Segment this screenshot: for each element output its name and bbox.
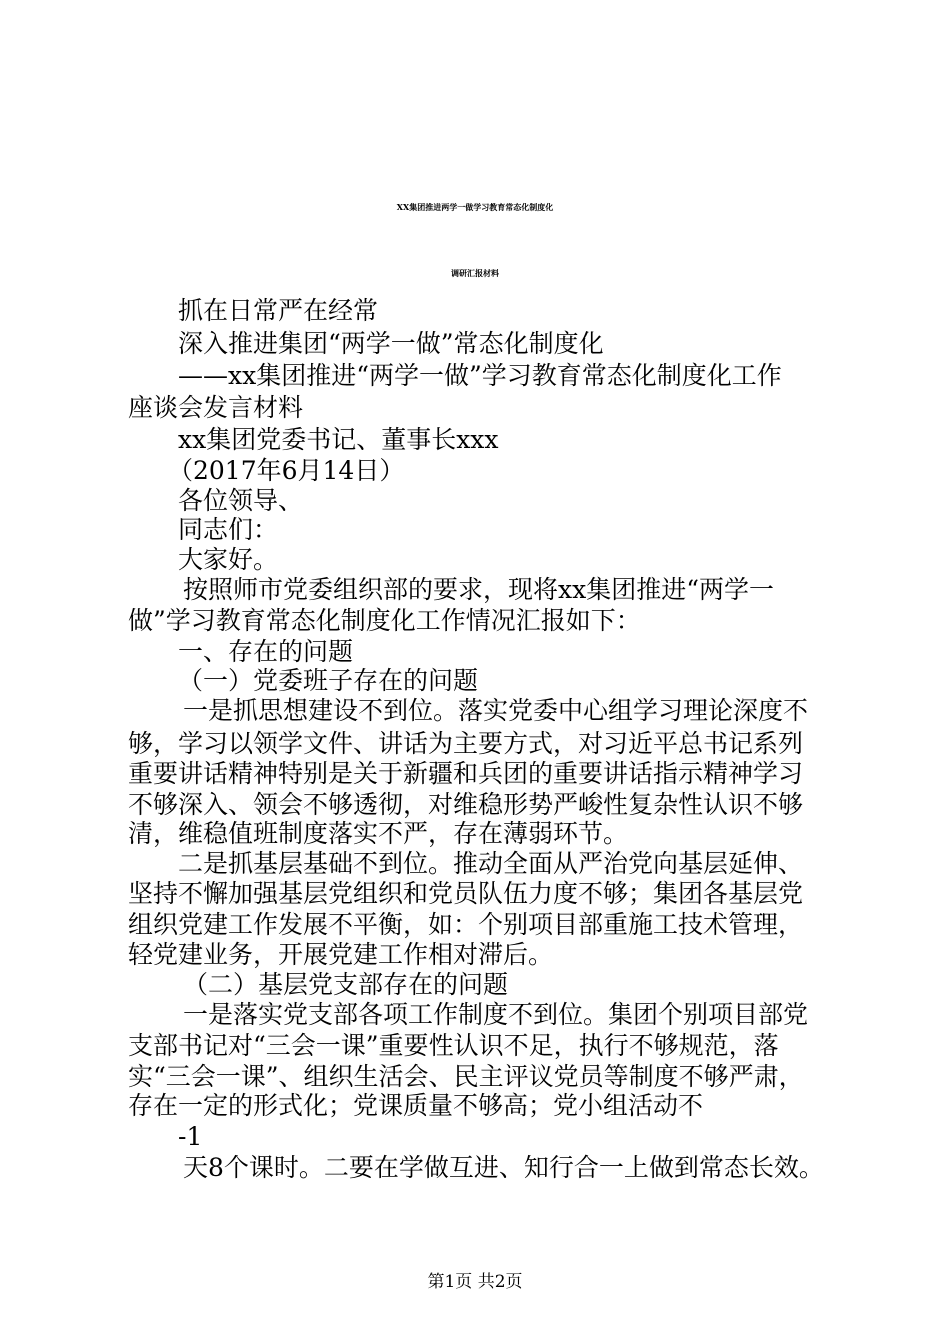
subtitle-line: 座谈会发言材料: [128, 393, 304, 422]
page-footer: 第1页 共2页: [427, 1272, 523, 1292]
date-line: （2017年6月14日）: [168, 456, 405, 485]
paragraph-line: 做”学习教育常态化制度化工作情况汇报如下：: [128, 606, 641, 635]
paragraph-line: 够，学习以领学文件、讲话为主要方式，对习近平总书记系列: [128, 729, 804, 758]
paragraph-line: 实“三会一课”、组织生活会、民主评议党员等制度不够严肃，: [128, 1062, 804, 1091]
paragraph-line: 一是落实党支部各项工作制度不到位。集团个别项目部党: [183, 1000, 809, 1029]
subtitle-line: 深入推进集团“两学一做”常态化制度化: [178, 329, 604, 358]
subtitle-line: ——xx集团推进“两学一做”学习教育常态化制度化工作: [178, 361, 782, 390]
greeting-line: 同志们：: [178, 515, 279, 544]
document-title-line-1: XX集团推进两学一做学习教育常态化制度化: [396, 202, 554, 212]
paragraph-line: 组织党建工作发展不平衡，如：个别项目部重施工技术管理，: [128, 910, 804, 939]
greeting-line: 各位领导、: [178, 486, 304, 515]
section-heading: 一、存在的问题: [178, 637, 354, 666]
paragraph-line: 清，维稳值班制度落实不严，存在薄弱环节。: [128, 819, 629, 848]
subsection-heading: （二）基层党支部存在的问题: [183, 970, 509, 999]
paragraph-line: 一是抓思想建设不到位。落实党委中心组学习理论深度不: [183, 696, 809, 725]
author-line: xx集团党委书记、董事长xxx: [178, 425, 499, 454]
paragraph-line: 坚持不懈加强基层党组织和党员队伍力度不够；集团各基层党: [128, 879, 804, 908]
paragraph-line: 支部书记对“三会一课”重要性认识不足，执行不够规范，落: [128, 1031, 779, 1060]
paragraph-line: 不够深入、领会不够透彻，对维稳形势严峻性复杂性认识不够: [128, 790, 804, 819]
page-marker: -1: [178, 1122, 203, 1151]
paragraph-line: 二是抓基层基础不到位。推动全面从严治党向基层延伸、: [178, 849, 804, 878]
paragraph-line: 存在一定的形式化；党课质量不够高；党小组活动不: [128, 1091, 704, 1120]
paragraph-line: 天8个课时。二要在学做互进、知行合一上做到常态长效。: [183, 1153, 824, 1182]
paragraph-line: 轻党建业务，开展党建工作相对滞后。: [128, 940, 554, 969]
subtitle-line: 抓在日常严在经常: [178, 296, 379, 325]
document-title-line-2: 调研汇报材料: [451, 268, 499, 278]
paragraph-line: 按照师市党委组织部的要求，现将xx集团推进“两学一: [183, 575, 774, 604]
greeting-line: 大家好。: [178, 545, 279, 574]
paragraph-line: 重要讲话精神特别是关于新疆和兵团的重要讲话指示精神学习: [128, 759, 804, 788]
subsection-heading: （一）党委班子存在的问题: [178, 666, 479, 695]
